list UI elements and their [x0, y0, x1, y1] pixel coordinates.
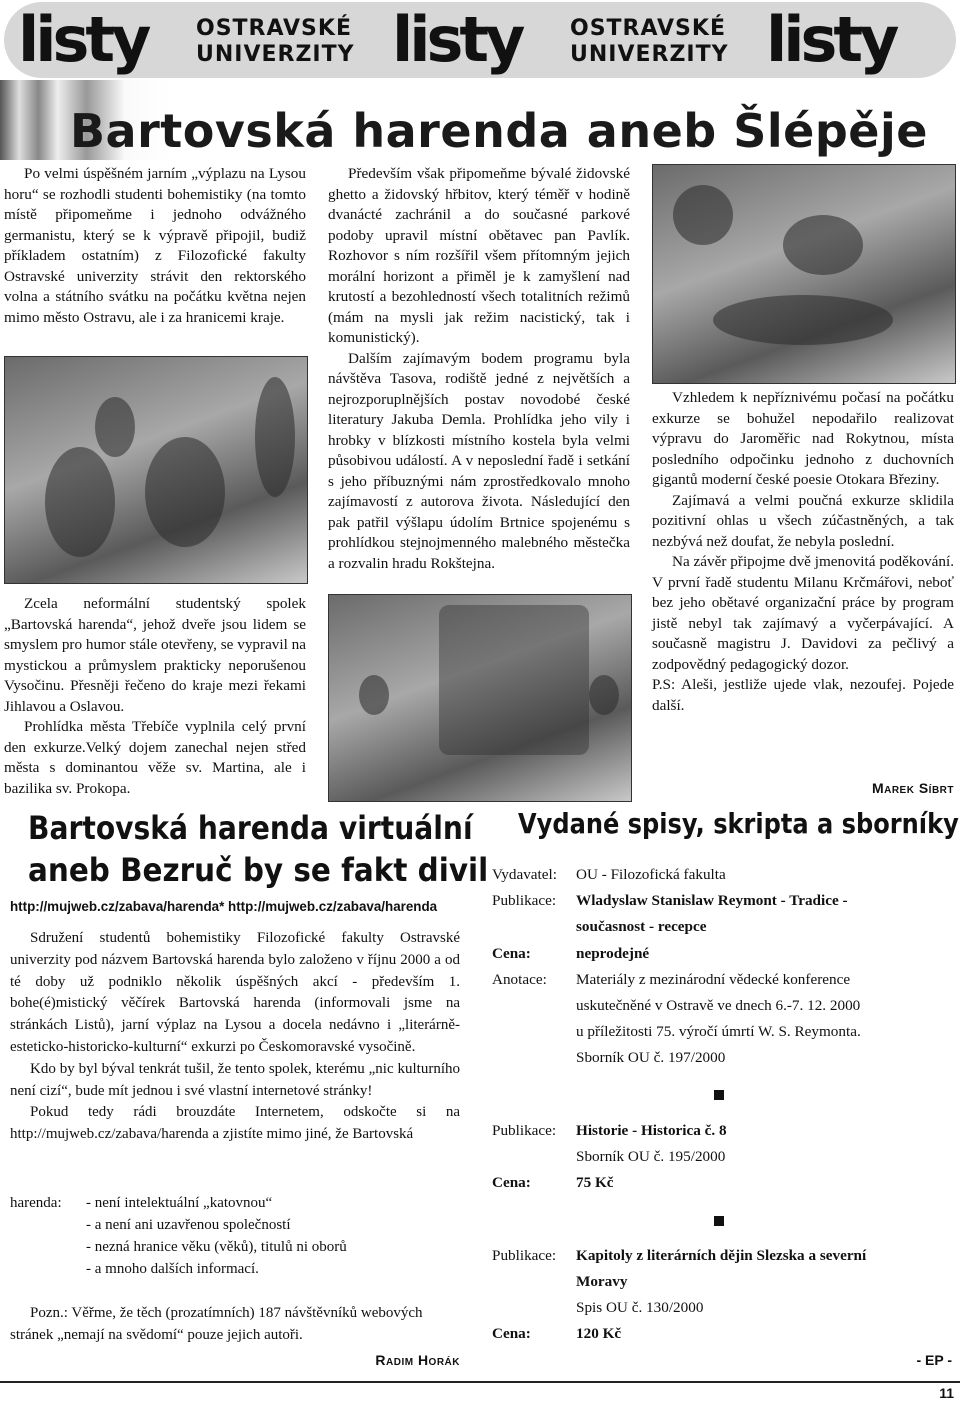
pub1-annotation: Materiály z mezinárodní vědecké konference — [576, 971, 851, 988]
article1-col3 — [652, 388, 954, 716]
label-cena: Cena: — [492, 1325, 531, 1342]
feature-list — [86, 1192, 456, 1280]
pub1-annotation: u příležitosti 75. výročí úmrtí W. S. Reymonta. — [576, 1023, 861, 1040]
square-bullet-icon — [714, 1090, 724, 1100]
masthead-line1: OSTRAVSKÉ — [570, 16, 726, 41]
website-link[interactable]: http://mujweb.cz/zabava/harenda* http://mujweb.cz/zabava/harenda — [10, 899, 438, 914]
article1-col1-top — [4, 164, 306, 328]
article3-title: Vydané spisy, skripta a sborníky — [518, 807, 959, 840]
listy-logo: listy — [392, 3, 522, 76]
pub1-annotation: uskutečněné v Ostravě ve dnech 6.-7. 12. 2000 — [576, 997, 861, 1014]
photo-students-woodcutting — [4, 356, 308, 584]
square-bullet-icon — [714, 1216, 724, 1226]
paragraph: Především však připomeňme bývalé židovské ghetto a židovský hřbitov, který téměř v hodině dvanácté zachránil a do současné parkové podoby upravil místní obětavec pan Pavlík. Rozhovor s ním rozšířil všem přítomným jejich morální horizont a přiměl je k zamyšlení nad krutostí a bezohledností všech totalitních režimů (mám na mysli jak režim nacistický, tak i komunistický). — [328, 165, 630, 346]
pub2-title: Historie - Historica č. 8 — [576, 1122, 727, 1139]
article1-col2 — [328, 164, 630, 574]
article2-title-line1: Bartovská harenda virtuální — [28, 809, 473, 847]
paragraph: P.S: Aleši, jestliže ujede vlak, nezoufej. Pojede další. — [652, 676, 954, 714]
footer-rule — [0, 1381, 960, 1383]
paragraph: Kdo by byl býval tenkrát tušil, že tento spolek, kterému „nic kulturního není cizí“, bude mít jednou i své vlastní internetové stránky! — [10, 1060, 460, 1099]
article2-title-line2: aneb Bezruč by se fakt divil — [28, 851, 489, 889]
list-item: - a není ani uzavřenou společností — [86, 1217, 291, 1233]
pub2-price: 75 Kč — [576, 1174, 614, 1191]
paragraph: Pozn.: Věřme, že těch (prozatímních) 187 návštěvníků webových stránek „nemají na svědomí“ pouze jejich autoři. — [10, 1305, 423, 1343]
author-initials: - EP - — [916, 1352, 952, 1368]
article2-body — [10, 928, 460, 1146]
author-signature: Radim Horák — [375, 1352, 460, 1368]
list-item: - nezná hranice věku (věků), titulů ni oborů — [86, 1239, 347, 1255]
label-publikace: Publikace: — [492, 1122, 557, 1139]
harenda-label: harenda: — [10, 1195, 62, 1211]
pub1-price: neprodejné — [576, 945, 650, 962]
paragraph: Po velmi úspěšném jarním „výplazu na Lysou horu“ se rozhodli studenti bohemistiky (na tomto místě připomeňme i jednoho odvážného germanistu, který se k výpravě připojil, budiž příkladem ostatním) z Filozofické fakulty Ostravské univerzity strávit den rektorského volna a státního svátku na počátku května nejen mimo město Ostravu, ale i za hranicemi kraje. — [4, 165, 306, 326]
masthead-unit — [392, 3, 772, 76]
pub3-price: 120 Kč — [576, 1325, 622, 1342]
label-publikace: Publikace: — [492, 1247, 557, 1264]
paragraph: Zcela neformální studentský spolek „Bartovská harenda“, jehož dveře jsou lidem se smyslem pro humor stále otevřeny, se vypravil na mystickou a průmyslem prakticky neporušenou Vysočinu. Přesněji řečeno do kraje mezi řekami Jihlavou a Oslavou. — [4, 595, 306, 715]
label-publikace: Publikace: — [492, 892, 557, 909]
pub3-title: Kapitoly z literárních dějin Slezska a severní — [576, 1247, 867, 1264]
paragraph: Prohlídka města Třebíče vyplnila celý první den exkurze.Velký dojem zanechal nejen střed města s dominantou věže sv. Martina, ale i bazilika sv. Prokopa. — [4, 718, 306, 797]
pub1-title: Wladyslaw Stanislaw Reymont - Tradice - — [576, 892, 848, 909]
masthead-subtitle — [196, 16, 355, 68]
publisher: OU - Filozofická fakulta — [576, 866, 726, 883]
masthead-subtitle — [570, 16, 729, 68]
masthead-line2: UNIVERZITY — [196, 42, 355, 67]
article-title: Bartovská harenda aneb Šlépěje — [70, 104, 928, 158]
pub2-series: Sborník OU č. 195/2000 — [576, 1148, 726, 1165]
photo-students-resting — [652, 164, 956, 384]
list-item: - není intelektuální „katovnou“ — [86, 1195, 273, 1211]
listy-logo: listy — [18, 3, 148, 76]
paragraph: Sdružení studentů bohemistiky Filozofické fakulty Ostravské univerzity pod názvem Bartovská harenda bylo založeno v říjnu 2000 a od té doby už podniklo několik úspěšných akcí - především 1. bohe(é)mistický věčírek Bartovská harenda (informovali jsme na stránkách Listů), jarní výplaz na Lysou a docela nedávno i „literárně-esteticko-historicko-kulturní“ exkurzi po Českomoravské vysočině. — [10, 930, 460, 1055]
masthead-line2: UNIVERZITY — [570, 42, 729, 67]
paragraph: Dalším zajímavým bodem programu byla návštěva Tasova, rodiště jedné z největších a nejrozporuplnějších postav novodobé české literatury Jakuba Demla. Prohlídka jeho vily i hrobky v blízkosti místního kostela byla velmi působivou událostí. A v neposlední řadě i setkání s jeho příbuznými nám zprostředkovalo mnoho zajímavostí z autorova života. Následující den pak patřil výšlapu údolím Brtnice spojenému s prohlídkou stejnojmenného malebného městečka a rozvalin hradu Rokštejna. — [328, 349, 630, 572]
paragraph: Pokud tedy rádi brouzdáte Internetem, odskočte si na http://mujweb.cz/zabava/harenda a zjistíte mimo jiné, že Bartovská — [10, 1104, 460, 1143]
paragraph: Zajímavá a velmi poučná exkurze sklidila pozitivní ohlas u všech zúčastněných, a tak nezbývá než doufat, že nebyla poslední. — [652, 491, 954, 550]
label-cena: Cena: — [492, 945, 531, 962]
masthead-line1: OSTRAVSKÉ — [196, 16, 352, 41]
pub1-series: Sborník OU č. 197/2000 — [576, 1049, 726, 1066]
article2-note — [10, 1302, 460, 1346]
label-anotace: Anotace: — [492, 971, 547, 988]
listy-logo: listy — [766, 3, 896, 76]
photo-castle-ruins — [328, 594, 632, 802]
list-item: - a mnoho dalších informací. — [86, 1261, 259, 1277]
label-cena: Cena: — [492, 1174, 531, 1191]
masthead-banner — [4, 2, 956, 78]
masthead-unit — [766, 3, 946, 76]
pub1-title-cont: současnost - recepce — [576, 918, 707, 935]
label-vydavatel: Vydavatel: — [492, 866, 557, 883]
article1-col1-bottom — [4, 594, 306, 799]
pub3-series: Spis OU č. 130/2000 — [576, 1299, 704, 1316]
page-number: 11 — [939, 1385, 954, 1401]
author-signature: Marek Síbrt — [871, 780, 954, 796]
pub3-title-cont: Moravy — [576, 1273, 628, 1290]
paragraph: Na závěr připojme dvě jmenovitá poděkování. V první řadě studentu Milanu Krčmářovi, neboť bez jeho obětavé organizační práce by program jistě nebyl tak zajímavý a vyčerpávající. A současně magistru J. Davidovi za pečlivý a zodpovědný pedagogický dozor. — [652, 553, 954, 673]
paragraph: Vzhledem k nepříznivému počasí na počátku exkurze se bohužel nepodařilo realizovat výpravu do Jaroměřic nad Rokytnou, místa posledního odpočinku jednoho z duchovních gigantů moderní české poesie Otokara Březiny. — [652, 389, 954, 488]
masthead-unit — [18, 3, 398, 76]
